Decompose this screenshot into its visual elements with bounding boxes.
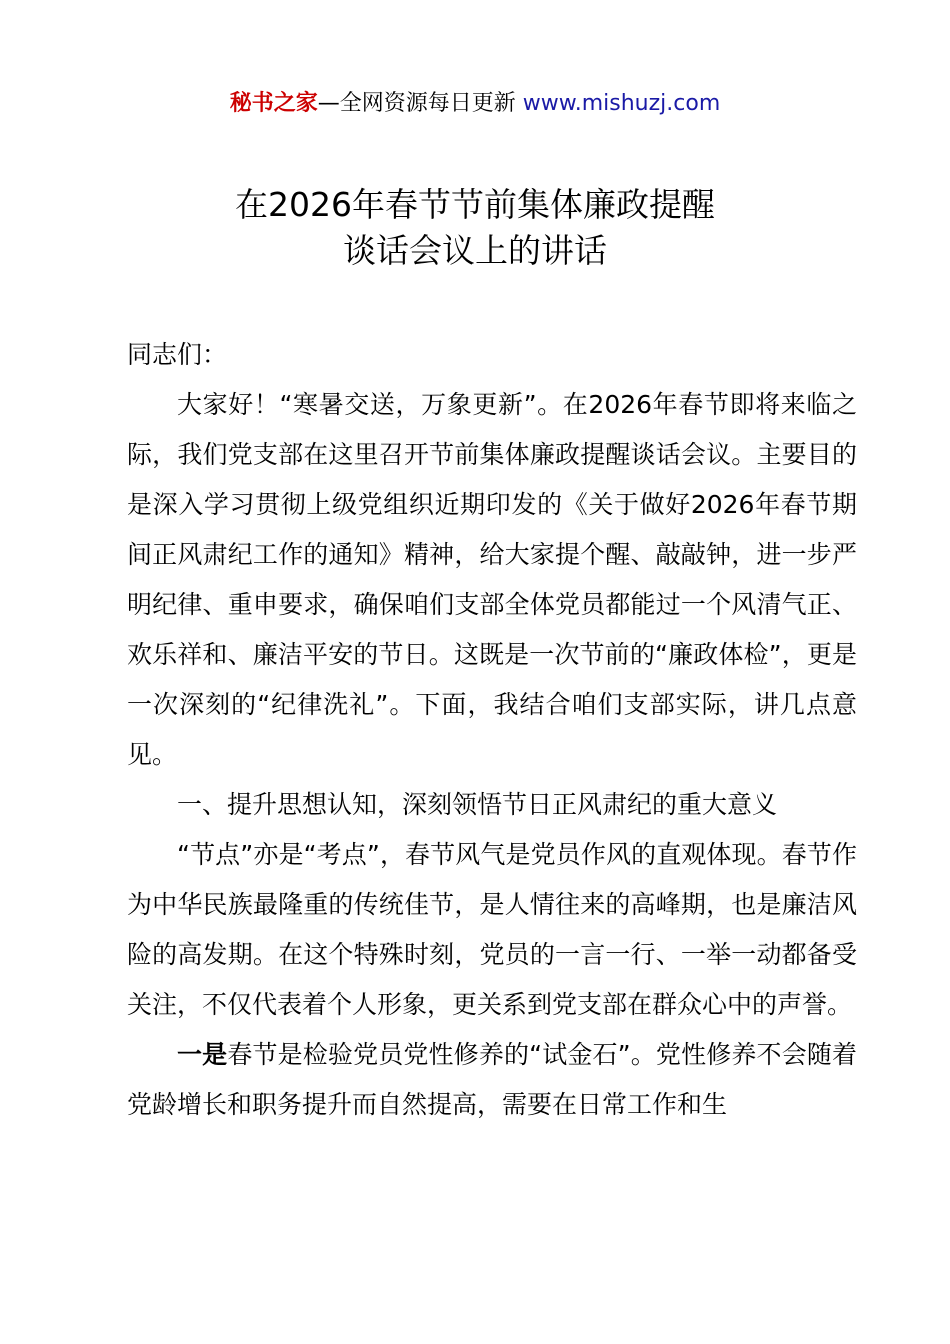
brand-name: 秘书之家: [229, 91, 318, 116]
document-body: [127, 330, 857, 1130]
section-heading-1: 一、提升思想认知，深刻领悟节日正风肃纪的重大意义: [177, 790, 778, 819]
document-title: [0, 182, 950, 274]
point-lead: 一是: [177, 1040, 228, 1069]
paragraph-point-1: [127, 1030, 857, 1130]
site-url[interactable]: www.mishuzj.com: [522, 91, 721, 116]
site-header: [0, 88, 950, 120]
point-text: 春节是检验党员党性修养的“试金石”。党性修养不会随着党龄增长和职务提升而自然提高，需要在日常工作和生: [127, 1040, 857, 1119]
salutation: 同志们：: [127, 340, 228, 369]
paragraph-intro: 大家好！“寒暑交送，万象更新”。在2026年春节即将来临之际，我们党支部在这里召开节前集体廉政提醒谈话会议。主要目的是深入学习贯彻上级党组织近期印发的《关于做好2026年春节期间正风肃纪工作的通知》精神，给大家提个醒、敲敲钟，进一步严明纪律、重申要求，确保咱们支部全体党员都能过一个风清气正、欢乐祥和、廉洁平安的节日。这既是一次节前的“廉政体检”，更是一次深刻的“纪律洗礼”。下面，我结合咱们支部实际，讲几点意见。: [127, 390, 857, 769]
header-tagline: —全网资源每日更新: [317, 91, 523, 116]
title-line-2: 谈话会议上的讲话: [343, 231, 607, 270]
paragraph-significance: “节点”亦是“考点”，春节风气是党员作风的直观体现。春节作为中华民族最隆重的传统佳节，是人情往来的高峰期，也是廉洁风险的高发期。在这个特殊时刻，党员的一言一行、一举一动都备受关注，不仅代表着个人形象，更关系到党支部在群众心中的声誉。: [127, 840, 857, 1019]
title-line-1: 在2026年春节节前集体廉政提醒: [235, 185, 715, 224]
